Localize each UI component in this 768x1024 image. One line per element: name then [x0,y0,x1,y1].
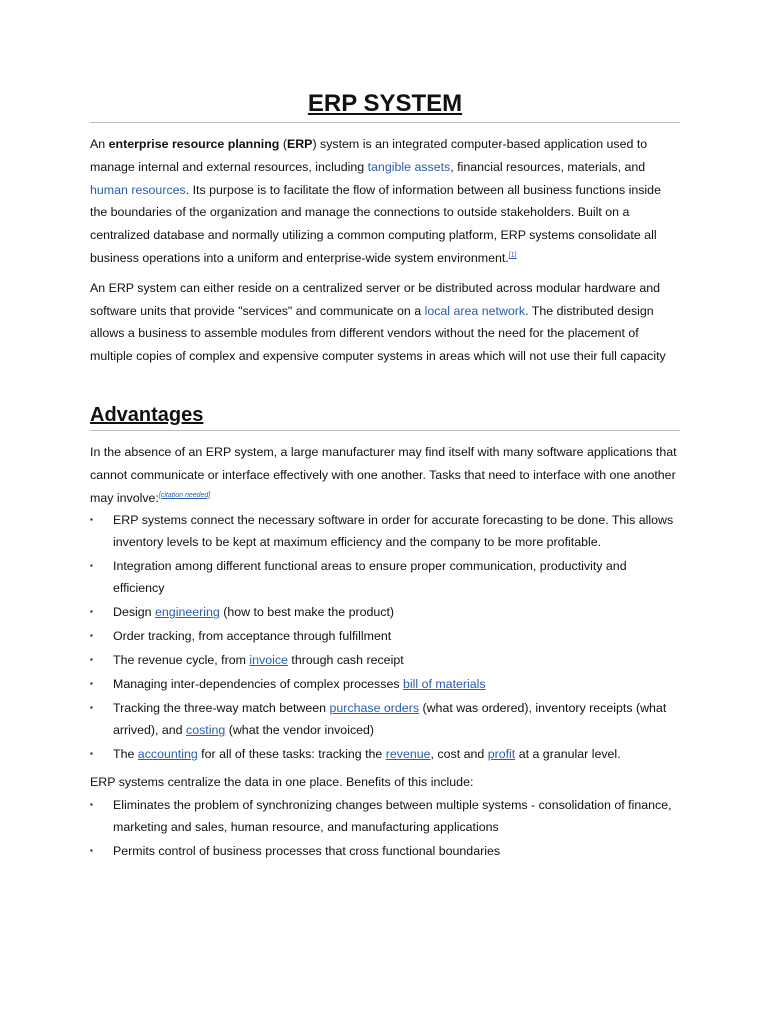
bullet-icon: ▪ [90,515,93,525]
advantages-divider [90,430,680,431]
bullet-icon: ▪ [90,703,93,713]
list-item: ▪ Design engineering (how to best make the product) [90,601,680,623]
list-item: ▪ Managing inter-dependencies of complex processes bill of materials [90,673,680,695]
bold-term: enterprise resource planning [108,137,280,151]
link-accounting[interactable]: accounting [137,747,198,762]
link-engineering[interactable]: engineering [155,605,220,620]
bullet-icon: ▪ [90,631,93,641]
list-item: ▪ ERP systems connect the necessary software in order for accurate forecasting to be done. This allows inventory levels to be kept at maximum efficiency and the company to be more profitable. [90,509,680,553]
bullet-icon: ▪ [90,607,93,617]
link-profit[interactable]: profit [487,747,516,762]
link-tangible-assets[interactable]: tangible assets [367,159,451,174]
document-page [90,88,680,864]
intro-paragraph-2: An ERP system can either reside on a centralized server or be distributed across modular hardware and software units that provide "services" and communicate on a local area network. The distributed design allows a business to assemble modules from different vendors without the need for the placement of multiple copies of complex and expensive computer systems in areas which will not use their full capacity [90,280,666,364]
title-divider [90,122,680,123]
intro-paragraph-1: An enterprise resource planning (ERP) system is an integrated computer-based application used to manage internal and external resources, including tangible assets, financial resources, materials, and human resources. Its purpose is to facilitate the flow of information between all business functions inside the boundaries of the organization and manage the connections to outside stakeholders. Built on a centralized database and normally utilizing a common computing platform, ERP systems consolidate all business operations into a uniform and enterprise-wide system environment.[1] [90,137,661,265]
link-invoice[interactable]: invoice [249,653,288,668]
bold-acronym: ERP [286,137,313,151]
list-item: ▪ Eliminates the problem of synchronizing changes between multiple systems - consolidation of finance, marketing and sales, human resource, and manufacturing applications [90,794,680,838]
link-local-area-network[interactable]: local area network [424,303,526,318]
link-costing[interactable]: costing [186,723,226,738]
list-item: ▪ Order tracking, from acceptance through fulfillment [90,625,680,647]
advantages-paragraph-2: ERP systems centralize the data in one place. Benefits of this include: [90,775,474,790]
list-item: ▪ Permits control of business processes that cross functional boundaries [90,840,680,862]
tasks-list [90,509,680,765]
citation-link-1[interactable]: [1] [508,251,517,259]
link-purchase-orders[interactable]: purchase orders [329,701,420,716]
bullet-icon: ▪ [90,679,93,689]
list-item: ▪ Integration among different functional areas to ensure proper communication, productivity and efficiency [90,555,680,599]
advantages-paragraph-1: In the absence of an ERP system, a large manufacturer may find itself with many software applications that cannot communicate or interface effectively with one another. Tasks that need to interface with one another may involve:[citation needed] [90,444,677,505]
bullet-icon: ▪ [90,655,93,665]
link-revenue[interactable]: revenue [385,747,431,762]
list-item: ▪ The revenue cycle, from invoice through cash receipt [90,649,680,671]
bullet-icon: ▪ [90,561,93,571]
bullet-icon: ▪ [90,800,93,810]
benefits-list [90,794,680,862]
link-human-resources[interactable]: human resources [90,182,186,197]
list-item: ▪ The accounting for all of these tasks: tracking the revenue, cost and profit at a granular level. [90,743,680,765]
bullet-icon: ▪ [90,749,93,759]
page-title: ERP SYSTEM [307,90,463,117]
bullet-icon: ▪ [90,846,93,856]
advantages-heading: Advantages [90,403,204,426]
link-bill-of-materials[interactable]: bill of materials [402,677,486,692]
list-item: ▪ Tracking the three-way match between purchase orders (what was ordered), inventory receipts (what arrived), and costing (what the vendor invoiced) [90,697,680,741]
citation-needed-link[interactable]: [citation needed] [158,491,211,499]
